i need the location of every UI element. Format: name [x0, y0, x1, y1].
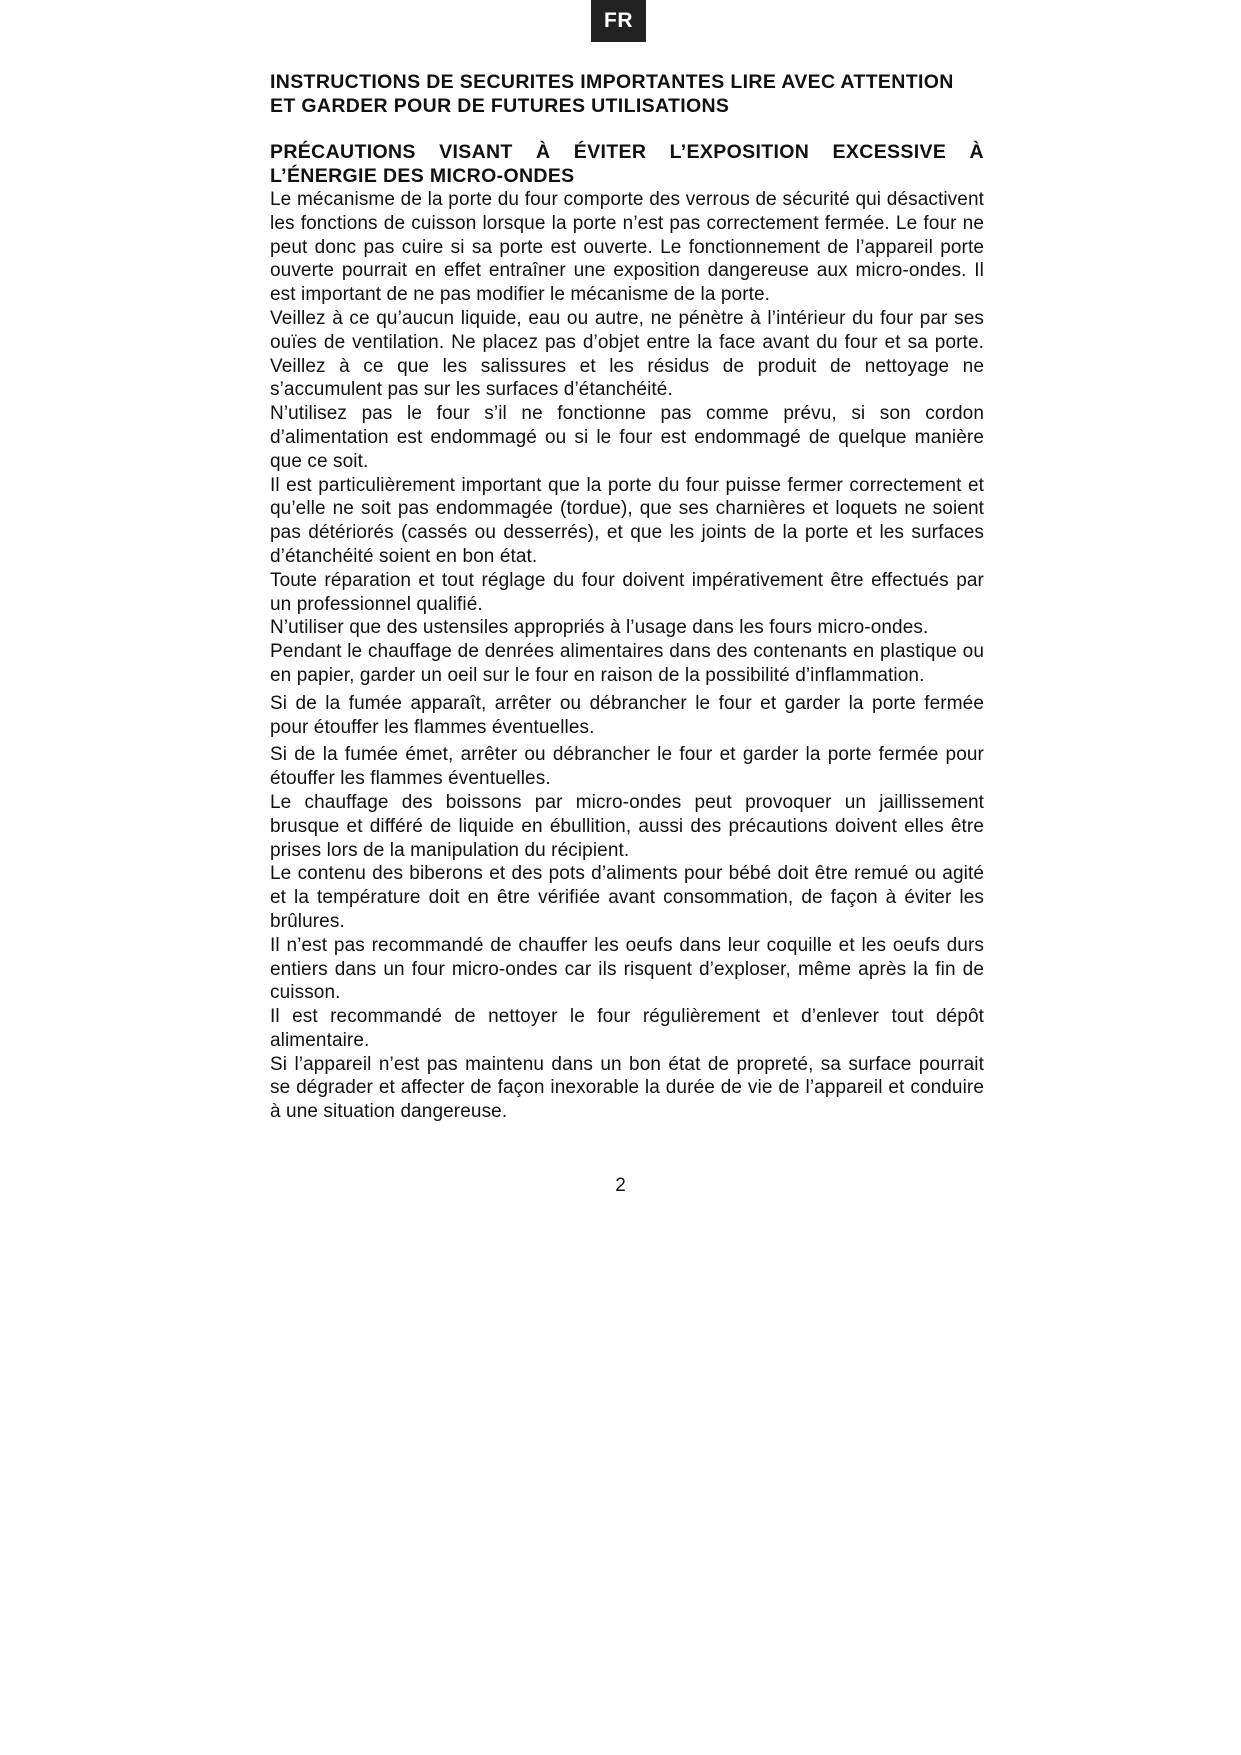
paragraph-baby-food: Le contenu des biberons et des pots d’aliments pour bébé doit être remué ou agité et la température doit en être vérifiée avant consommation, de façon à éviter les brûlures.: [270, 863, 984, 932]
paragraph-repairs: Toute réparation et tout réglage du four doivent impérativement être effectués par un professionnel qualifié.: [270, 569, 984, 615]
paragraph-beverages: Le chauffage des boissons par micro-ondes peut provoquer un jaillissement brusque et différé de liquide en ébullition, aussi des précautions doivent elles être prises lors de la manipulation du récipient.: [270, 791, 984, 861]
paragraph-utensils: N’utiliser que des ustensiles appropriés à l’usage dans les fours micro-ondes.: [270, 617, 929, 639]
section-title: PRÉCAUTIONS VISANT À ÉVITER L’EXPOSITION EXCESSIVE À L’ÉNERGIE DES MICRO-ONDES: [270, 141, 984, 187]
title-line: INSTRUCTIONS DE SECURITES IMPORTANTES LIRE AVEC ATTENTION: [270, 71, 954, 93]
paragraph-smoke-repeat: Si de la fumée émet, arrêter ou débrancher le four et garder la porte fermée pour étouffer les flammes éventuelles.: [270, 744, 984, 790]
paragraph-door-condition: Il est particulièrement important que la porte du four puisse fermer correctement et qu’elle ne soit pas endommagée (tordue), que ses charnières et loquets ne soient pas détériorés (cassés ou desserrés), et que les joints de la porte et les surfaces d’étanchéité soient en bon état.: [270, 474, 984, 567]
paragraph-cleaning: Il est recommandé de nettoyer le four régulièrement et d’enlever tout dépôt alimentaire.: [270, 1006, 984, 1051]
paragraph-maintenance: Si l’appareil n’est pas maintenu dans un bon état de propreté, sa surface pourrait se dégrader et affecter de façon inexorable la durée de vie de l’appareil et conduire à une situation dangereuse.: [270, 1053, 984, 1123]
paragraph-smoke: Si de la fumée apparaît, arrêter ou débrancher le four et garder la porte fermée pour étouffer les flammes éventuelles.: [270, 692, 984, 738]
paragraph-malfunction: N’utilisez pas le four s’il ne fonctionne pas comme prévu, si son cordon d’alimentation est endommagé ou si le four est endommagé de quelque manière que ce soit.: [270, 403, 984, 472]
paragraph-door-mechanism: Le mécanisme de la porte du four comporte des verrous de sécurité qui désactivent les fonctions de cuisson lorsque la porte n’est pas correctement fermée. Le four ne peut donc pas cuire si sa porte est ouverte. Le fonctionnement de l’appareil porte ouverte pourrait en effet entraîner une exposition dangereuse aux micro-ondes. Il est important de ne pas modifier le mécanisme de la porte.: [270, 189, 984, 306]
page-number: 2: [615, 1175, 626, 1196]
paragraph-containers: Pendant le chauffage de denrées alimentaires dans des contenants en plastique ou en papier, garder un oeil sur le four en raison de la possibilité d’inflammation.: [270, 641, 984, 686]
title-line: ET GARDER POUR DE FUTURES UTILISATIONS: [270, 95, 730, 117]
document-title: [270, 70, 984, 118]
paragraph-ventilation: Veillez à ce qu’aucun liquide, eau ou autre, ne pénètre à l’intérieur du four par ses ouïes de ventilation. Ne placez pas d’objet entre la face avant du four et sa porte. Veillez à ce que les salissures et les résidus de produit de nettoyage ne s’accumulent pas sur les surfaces d’étanchéité.: [270, 307, 984, 401]
paragraph-eggs: Il n’est pas recommandé de chauffer les oeufs dans leur coquille et les oeufs durs entiers dans un four micro-ondes car ils risquent d’exploser, même après la fin de cuisson.: [270, 934, 984, 1004]
language-badge: FR: [591, 0, 646, 42]
document-body: [270, 70, 984, 1124]
